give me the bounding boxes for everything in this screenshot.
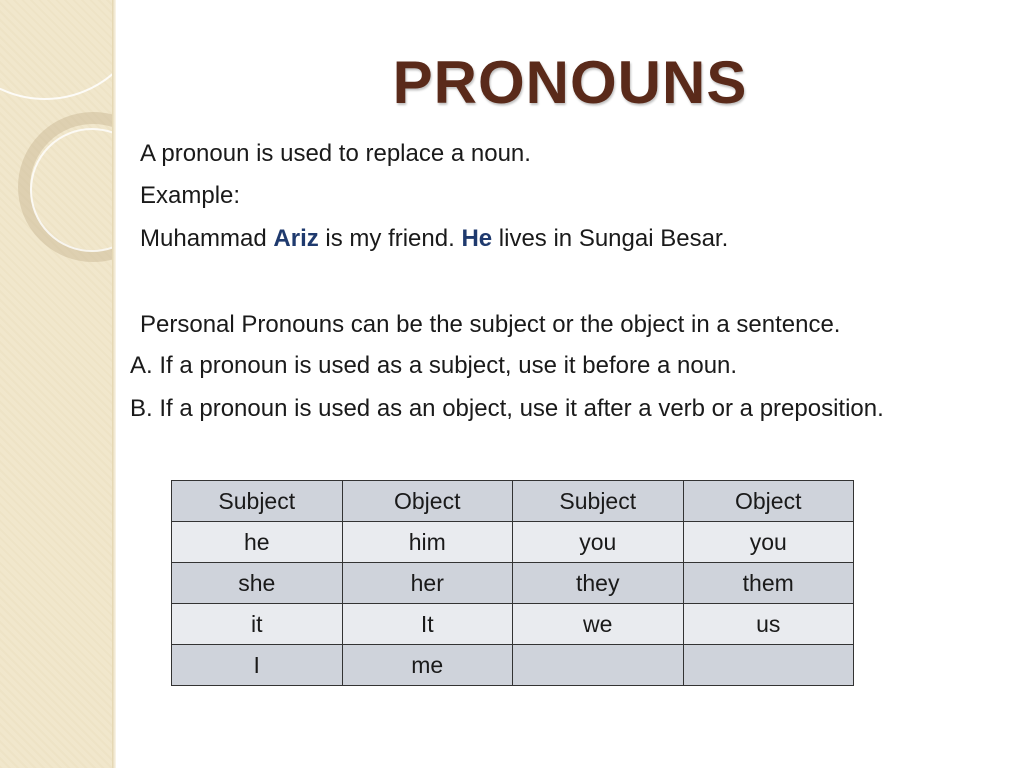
table-cell: he (172, 522, 343, 563)
slide-title: PRONOUNS (392, 49, 748, 116)
table-header-cell: Subject (513, 481, 684, 522)
pronoun-table (171, 480, 854, 686)
example-part-3: lives in Sungai Besar. (492, 225, 729, 252)
personal-pronouns-intro: Personal Pronouns can be the subject or the object in a sentence. (140, 311, 841, 338)
table-header-cell: Object (342, 481, 513, 522)
example-part-2: is my friend. (318, 225, 462, 252)
table-cell: It (342, 604, 513, 645)
table-row (172, 604, 854, 645)
decorative-ring (0, 0, 112, 100)
table-row (172, 563, 854, 604)
example-label: Example: (140, 182, 241, 209)
table-cell: you (683, 522, 854, 563)
table-cell: we (513, 604, 684, 645)
table-row (172, 522, 854, 563)
example-pronoun: He (461, 225, 493, 252)
rule-b: B. If a pronoun is used as an object, use it after a verb or a preposition. (130, 395, 884, 422)
decorative-side-band (0, 0, 112, 768)
table-header-row (172, 481, 854, 522)
example-sentence (140, 225, 728, 253)
table-cell: us (683, 604, 854, 645)
table-cell: him (342, 522, 513, 563)
table-cell: they (513, 563, 684, 604)
table-cell: I (172, 645, 343, 686)
table-cell: you (513, 522, 684, 563)
table-row (172, 645, 854, 686)
table-cell: she (172, 563, 343, 604)
example-part-1: Muhammad (140, 225, 274, 252)
table-cell: it (172, 604, 343, 645)
table-header-cell: Object (683, 481, 854, 522)
table-cell: her (342, 563, 513, 604)
table-cell (683, 645, 854, 686)
rule-a: A. If a pronoun is used as a subject, use it before a noun. (130, 352, 738, 379)
definition-text: A pronoun is used to replace a noun. (140, 140, 531, 167)
table-cell: me (342, 645, 513, 686)
table-cell (513, 645, 684, 686)
example-noun: Ariz (273, 225, 319, 252)
table-cell: them (683, 563, 854, 604)
table-header-cell: Subject (172, 481, 343, 522)
